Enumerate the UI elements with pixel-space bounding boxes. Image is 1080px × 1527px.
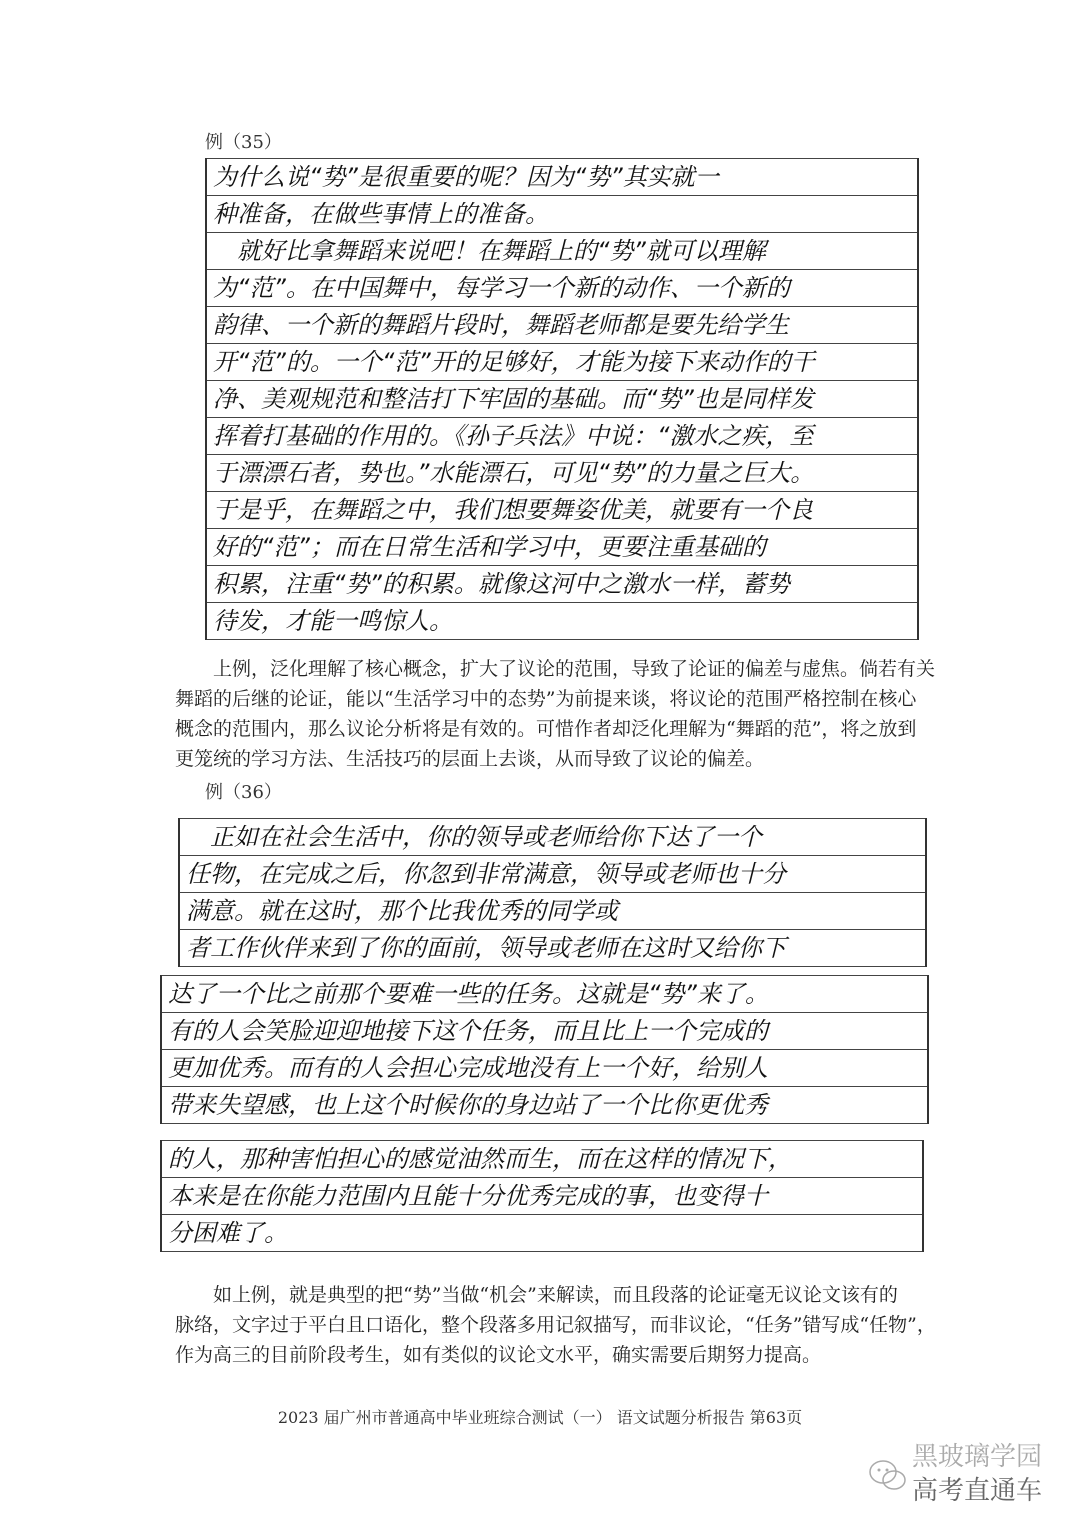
handwritten-line: 韵律、一个新的舞蹈片段时，舞蹈老师都是要先给学生 — [207, 307, 917, 344]
handwritten-line: 正如在社会生活中，你的领导或老师给你下达了一个 — [180, 818, 925, 856]
handwritten-line: 为“范”。在中国舞中，每学习一个新的动作、一个新的 — [207, 270, 917, 307]
handwritten-essay-36-part1 — [178, 818, 927, 967]
handwritten-line: 本来是在你能力范围内且能十分优秀完成的事，也变得十 — [162, 1178, 922, 1215]
handwritten-line: 于是乎，在舞蹈之中，我们想要舞姿优美，就要有一个良 — [207, 492, 917, 529]
handwritten-line: 为什么说“势”是很重要的呢？因为“势”其实就一 — [207, 158, 917, 196]
handwritten-line: 开“范”的。一个“范”开的足够好，才能为接下来动作的干 — [207, 344, 917, 381]
watermark-line1: 黑玻璃学园 — [912, 1442, 1043, 1472]
handwritten-line: 待发，才能一鸣惊人。 — [207, 603, 917, 640]
handwritten-line: 好的“范”；而在日常生活和学习中，更要注重基础的 — [207, 529, 917, 566]
handwritten-line: 更加优秀。而有的人会担心完成地没有上一个好，给别人 — [162, 1050, 927, 1087]
watermark-line2: 高考直通车 — [912, 1476, 1043, 1506]
handwritten-line: 种准备，在做些事情上的准备。 — [207, 196, 917, 233]
handwritten-line: 净、美观规范和整洁打下牢固的基础。而“势”也是同样发 — [207, 381, 917, 418]
text-line: 上例，泛化理解了核心概念，扩大了议论的范围，导致了论证的偏差与虚焦。倘若有关 — [213, 658, 936, 680]
handwritten-line: 有的人会笑脸迎迎地接下这个任务，而且比上一个完成的 — [162, 1013, 927, 1050]
handwritten-line: 者工作伙伴来到了你的面前，领导或老师在这时又给你下 — [180, 930, 925, 967]
example-35-label: 例（35） — [205, 132, 282, 153]
handwritten-line: 带来失望感，也上这个时候你的身边站了一个比你更优秀 — [162, 1087, 927, 1124]
example-36-label: 例（36） — [205, 782, 282, 803]
text-line: 概念的范围内，那么议论分析将是有效的。可惜作者却泛化理解为“舞蹈的范”，将之放到 — [175, 718, 917, 740]
handwritten-essay-36-part2 — [160, 975, 929, 1124]
page-footer: 2023 届广州市普通高中毕业班综合测试（一） 语文试题分析报告 第63页 — [277, 1408, 803, 1427]
watermark — [868, 1442, 1073, 1512]
handwritten-line: 任物，在完成之后，你忽到非常满意，领导或老师也十分 — [180, 856, 925, 893]
text-line: 脉络，文字过于平白且口语化，整个段落多用记叙描写，而非议论，“任务”错写成“任物”， — [175, 1314, 936, 1336]
text-line: 更笼统的学习方法、生活技巧的层面上去谈，从而导致了议论的偏差。 — [175, 748, 765, 770]
handwritten-line: 满意。就在这时，那个比我优秀的同学或 — [180, 893, 925, 930]
text-line: 作为高三的目前阶段考生，如有类似的议论文水平，确实需要后期努力提高。 — [175, 1344, 822, 1366]
handwritten-line: 挥着打基础的作用的。《孙子兵法》中说：“激水之疾，至 — [207, 418, 917, 455]
text-line: 如上例，就是典型的把“势”当做“机会”来解读，而且段落的论证毫无议论文该有的 — [213, 1284, 898, 1306]
text-line: 舞蹈的后继的论证，能以“生活学习中的态势”为前提来谈，将议论的范围严格控制在核心 — [175, 688, 917, 710]
handwritten-line: 分困难了。 — [162, 1215, 922, 1252]
handwritten-essay-36-part3 — [160, 1140, 924, 1252]
handwritten-essay-35 — [205, 158, 919, 640]
wechat-icon — [868, 1458, 908, 1494]
handwritten-line: 积累，注重“势”的积累。就像这河中之激水一样，蓄势 — [207, 566, 917, 603]
analysis-paragraph-36 — [175, 1280, 936, 1370]
handwritten-line: 就好比拿舞蹈来说吧！在舞蹈上的“势”就可以理解 — [207, 233, 917, 270]
analysis-paragraph-35 — [175, 654, 936, 774]
handwritten-line: 的人，那种害怕担心的感觉油然而生，而在这样的情况下， — [162, 1140, 922, 1178]
handwritten-line: 达了一个比之前那个要难一些的任务。这就是“势”来了。 — [162, 975, 927, 1013]
handwritten-line: 于漂漂石者，势也。”水能漂石，可见“势”的力量之巨大。 — [207, 455, 917, 492]
